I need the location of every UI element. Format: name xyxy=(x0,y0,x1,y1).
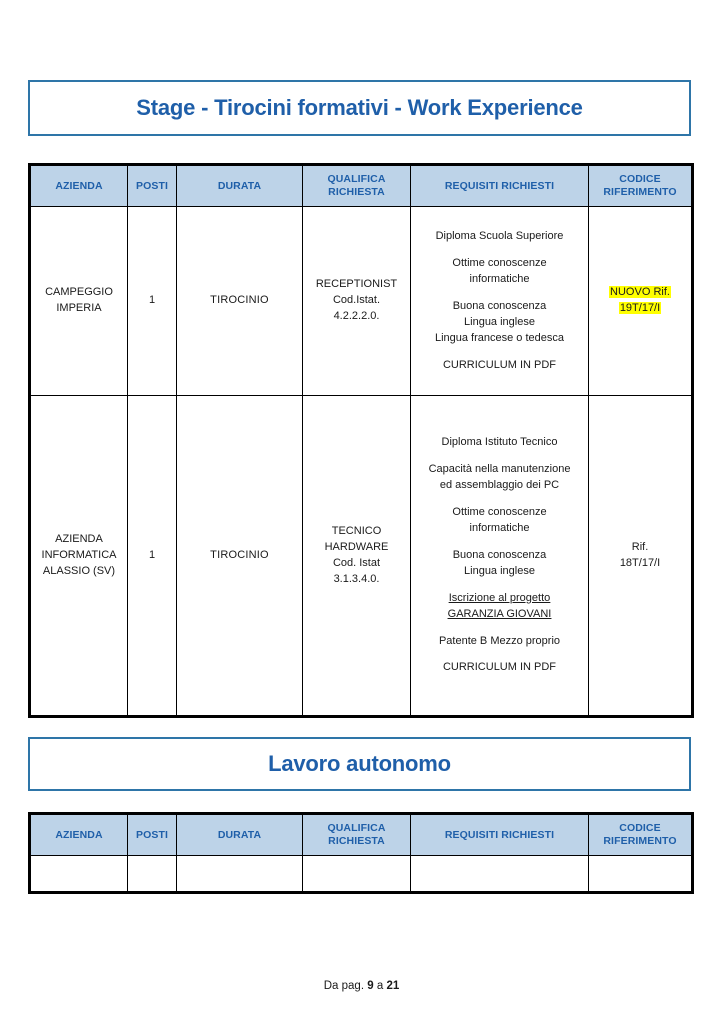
code-line: 18T/17/I xyxy=(619,556,661,569)
requirement-line: Lingua inglese xyxy=(464,315,535,328)
cell-codice xyxy=(589,856,693,893)
qualifica-line: Cod.Istat. xyxy=(332,294,381,307)
cell-qualifica xyxy=(303,396,411,717)
footer-middle: a xyxy=(376,980,384,992)
cell-requisiti xyxy=(411,856,589,893)
footer-page-from: 9 xyxy=(367,980,374,992)
requirement-block xyxy=(415,299,584,347)
table-row-empty xyxy=(30,856,693,893)
azienda-line: IMPERIA xyxy=(56,302,102,315)
cell-codice xyxy=(589,207,693,396)
jobs-table-stage xyxy=(28,163,694,718)
requirement-line: Patente B Mezzo proprio xyxy=(438,634,561,647)
cell-posti: 1 xyxy=(128,207,177,396)
requirement-line: Iscrizione al progetto xyxy=(448,591,551,604)
qualifica-line: RECEPTIONIST xyxy=(315,278,398,291)
cell-azienda xyxy=(30,396,128,717)
requirement-block xyxy=(415,462,584,494)
column-header-azienda: AZIENDA xyxy=(30,165,128,207)
azienda-line: CAMPEGGIO xyxy=(45,286,113,299)
azienda-line: AZIENDA xyxy=(55,532,103,545)
section-title-text: Stage - Tirocini formativi - Work Experience xyxy=(136,95,583,120)
requirement-line: Diploma Scuola Superiore xyxy=(435,229,564,242)
requirement-block xyxy=(415,548,584,580)
requirement-block xyxy=(415,256,584,288)
table-header-row xyxy=(30,165,693,207)
requirement-block xyxy=(415,435,584,451)
requirement-line: Ottime conoscenze xyxy=(452,256,547,269)
cell-azienda xyxy=(30,207,128,396)
requirement-block xyxy=(415,634,584,650)
cell-durata: TIROCINIO xyxy=(177,396,303,717)
requirement-line: Ottime conoscenze xyxy=(452,505,547,518)
column-header-azienda: AZIENDA xyxy=(30,814,128,856)
column-header-qualifica-line1: QUALIFICA xyxy=(327,173,386,185)
column-header-qualifica-line2: RICHIESTA xyxy=(328,835,385,848)
column-header-codice-line1: CODICE xyxy=(619,173,661,185)
column-header-qualifica-line1: QUALIFICA xyxy=(327,822,386,834)
requirement-block xyxy=(415,660,584,676)
column-header-codice xyxy=(589,814,693,856)
column-header-posti: POSTI xyxy=(128,814,177,856)
table-row xyxy=(30,396,693,717)
section-title-banner-lavoro-autonomo xyxy=(28,737,691,791)
column-header-qualifica xyxy=(303,165,411,207)
requirement-line: CURRICULUM IN PDF xyxy=(442,358,557,371)
column-header-posti: POSTI xyxy=(128,165,177,207)
requirement-line: informatiche xyxy=(469,272,530,285)
requirement-block-emphasized xyxy=(415,591,584,623)
column-header-durata: DURATA xyxy=(177,814,303,856)
cell-durata xyxy=(177,856,303,893)
code-line: NUOVO Rif. xyxy=(610,286,670,299)
requirement-line: informatiche xyxy=(469,521,530,534)
requirement-block xyxy=(415,358,584,374)
column-header-codice-line1: CODICE xyxy=(619,822,661,834)
jobs-table-lavoro-autonomo xyxy=(28,812,694,894)
column-header-qualifica-line2: RICHIESTA xyxy=(328,186,385,199)
column-header-durata: DURATA xyxy=(177,165,303,207)
requirement-line: GARANZIA GIOVANI xyxy=(447,607,552,620)
cell-posti xyxy=(128,856,177,893)
column-header-requisiti: REQUISITI RICHIESTI xyxy=(411,814,589,856)
qualifica-line: 4.2.2.2.0. xyxy=(333,310,380,323)
cell-requisiti xyxy=(411,396,589,717)
column-header-requisiti: REQUISITI RICHIESTI xyxy=(411,165,589,207)
section-title-text: Lavoro autonomo xyxy=(268,751,451,776)
footer-prefix: Da pag. xyxy=(323,980,365,992)
cell-qualifica xyxy=(303,207,411,396)
cell-codice xyxy=(589,396,693,717)
section-title-banner-stage xyxy=(28,80,691,136)
cell-durata: TIROCINIO xyxy=(177,207,303,396)
column-header-codice xyxy=(589,165,693,207)
table-row xyxy=(30,207,693,396)
page-footer xyxy=(0,980,723,992)
cell-posti: 1 xyxy=(128,396,177,717)
requirement-block xyxy=(415,505,584,537)
column-header-codice-line2: RIFERIMENTO xyxy=(603,186,677,199)
qualifica-line: 3.1.3.4.0. xyxy=(333,572,380,585)
qualifica-line: HARDWARE xyxy=(324,540,389,553)
requirement-line: ed assemblaggio dei PC xyxy=(439,478,560,491)
requirement-line: Lingua inglese xyxy=(464,564,535,577)
qualifica-line: Cod. Istat xyxy=(332,556,381,569)
cell-qualifica xyxy=(303,856,411,893)
cell-azienda xyxy=(30,856,128,893)
qualifica-line: TECNICO xyxy=(331,524,382,537)
requirement-line: CURRICULUM IN PDF xyxy=(442,661,557,674)
requirement-line: Capacità nella manutenzione xyxy=(428,463,571,476)
requirement-line: Buona conoscenza xyxy=(452,548,547,561)
code-reference-highlighted xyxy=(609,286,671,298)
requirement-line: Buona conoscenza xyxy=(452,299,547,312)
footer-page-to: 21 xyxy=(386,980,400,992)
azienda-line: INFORMATICA xyxy=(41,548,117,561)
code-line: 19T/17/I xyxy=(619,302,661,315)
code-line: Rif. xyxy=(631,540,649,553)
requirement-line: Lingua francese o tedesca xyxy=(434,331,565,344)
column-header-qualifica xyxy=(303,814,411,856)
cell-requisiti xyxy=(411,207,589,396)
code-reference-highlighted xyxy=(619,302,661,314)
requirement-line: Diploma Istituto Tecnico xyxy=(441,436,558,449)
azienda-line: ALASSIO (SV) xyxy=(42,564,116,577)
column-header-codice-line2: RIFERIMENTO xyxy=(603,835,677,848)
table-header-row xyxy=(30,814,693,856)
requirement-block xyxy=(415,229,584,245)
